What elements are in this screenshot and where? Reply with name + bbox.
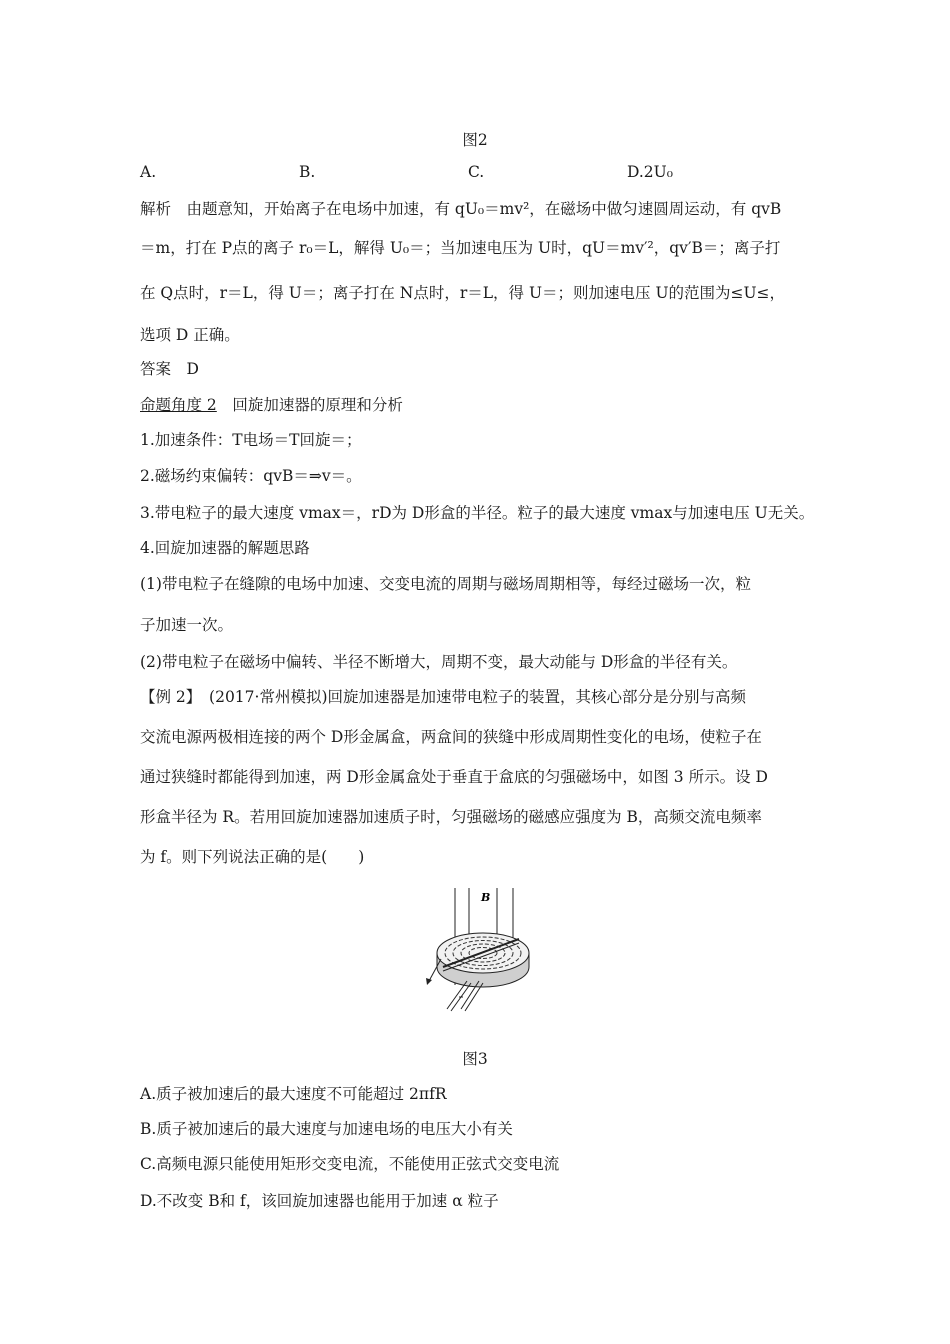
analysis-line: ＝m，打在 P点的离子 r₀＝L，解得 U₀＝；当加速电压为 U时，qU＝mv′²，qv′B＝；离子打 <box>140 239 781 257</box>
example-line: 形盒半径为 R。若用回旋加速器加速质子时，匀强磁场的磁感应强度为 B，高频交流电频率 <box>140 808 762 826</box>
analysis-line: 在 Q点时，r＝L，得 U＝；离子打在 N点时，r＝L，得 U＝；则加速电压 U的范围为≤U≤， <box>140 284 786 302</box>
fig3-caption: 图3 <box>462 1050 488 1068</box>
analysis-line: 解析 由题意知，开始离子在电场中加速，有 qU₀＝mv²，在磁场中做匀速圆周运动，有 qvB <box>140 200 782 218</box>
point-line: 2.磁场约束偏转：qvB＝⇒v＝。 <box>140 467 362 485</box>
answer: 答案 D <box>140 360 199 378</box>
example-line: 通过狭缝时都能得到加速，两 D形金属盒处于垂直于盒底的匀强磁场中，如图 3 所示。设 D <box>140 768 768 786</box>
example-line: 【例 2】 (2017·常州模拟)回旋加速器是加速带电粒子的装置，其核心部分是分别与高频 <box>140 688 747 706</box>
option-d: D.不改变 B和 f，该回旋加速器也能用于加速 α 粒子 <box>140 1192 499 1210</box>
section-title-text: 回旋加速器的原理和分析 <box>232 396 403 414</box>
example-line: 交流电源两极相连接的两个 D形金属盒，两盒间的狭缝中形成周期性变化的电场，使粒子在 <box>140 728 762 746</box>
section-title <box>140 394 403 416</box>
option-b: B.质子被加速后的最大速度与加速电场的电压大小有关 <box>140 1120 513 1138</box>
field-label-b: B <box>481 891 491 904</box>
choice-c: C. <box>468 163 485 181</box>
choice-b: B. <box>299 163 316 181</box>
cyclotron-figure <box>415 883 540 1018</box>
choice-a: A. <box>140 163 157 181</box>
point-line: 1.加速条件：T电场＝T回旋＝； <box>140 431 362 449</box>
fig2-caption: 图2 <box>462 131 488 149</box>
point-line: (2)带电粒子在磁场中偏转、半径不断增大，周期不变，最大动能与 D形盒的半径有关。 <box>140 653 738 671</box>
option-a: A.质子被加速后的最大速度不可能超过 2πfR <box>140 1085 447 1103</box>
point-line: 4.回旋加速器的解题思路 <box>140 539 310 557</box>
analysis-line: 选项 D 正确。 <box>140 326 240 344</box>
point-line: 3.带电粒子的最大速度 vmax＝，rD为 D形盒的半径。粒子的最大速度 vmax与加速电压 U无关。 <box>140 504 815 522</box>
point-line: 子加速一次。 <box>140 616 234 634</box>
choice-d: D.2U₀ <box>627 163 673 181</box>
example-line: 为 f。则下列说法正确的是( ) <box>140 848 365 866</box>
point-line: (1)带电粒子在缝隙的电场中加速、交变电流的周期与磁场周期相等，每经过磁场一次，粒 <box>140 575 751 593</box>
option-c: C.高频电源只能使用矩形交变电流，不能使用正弦式交变电流 <box>140 1155 560 1173</box>
section-heading: 命题角度 2 <box>140 396 217 414</box>
